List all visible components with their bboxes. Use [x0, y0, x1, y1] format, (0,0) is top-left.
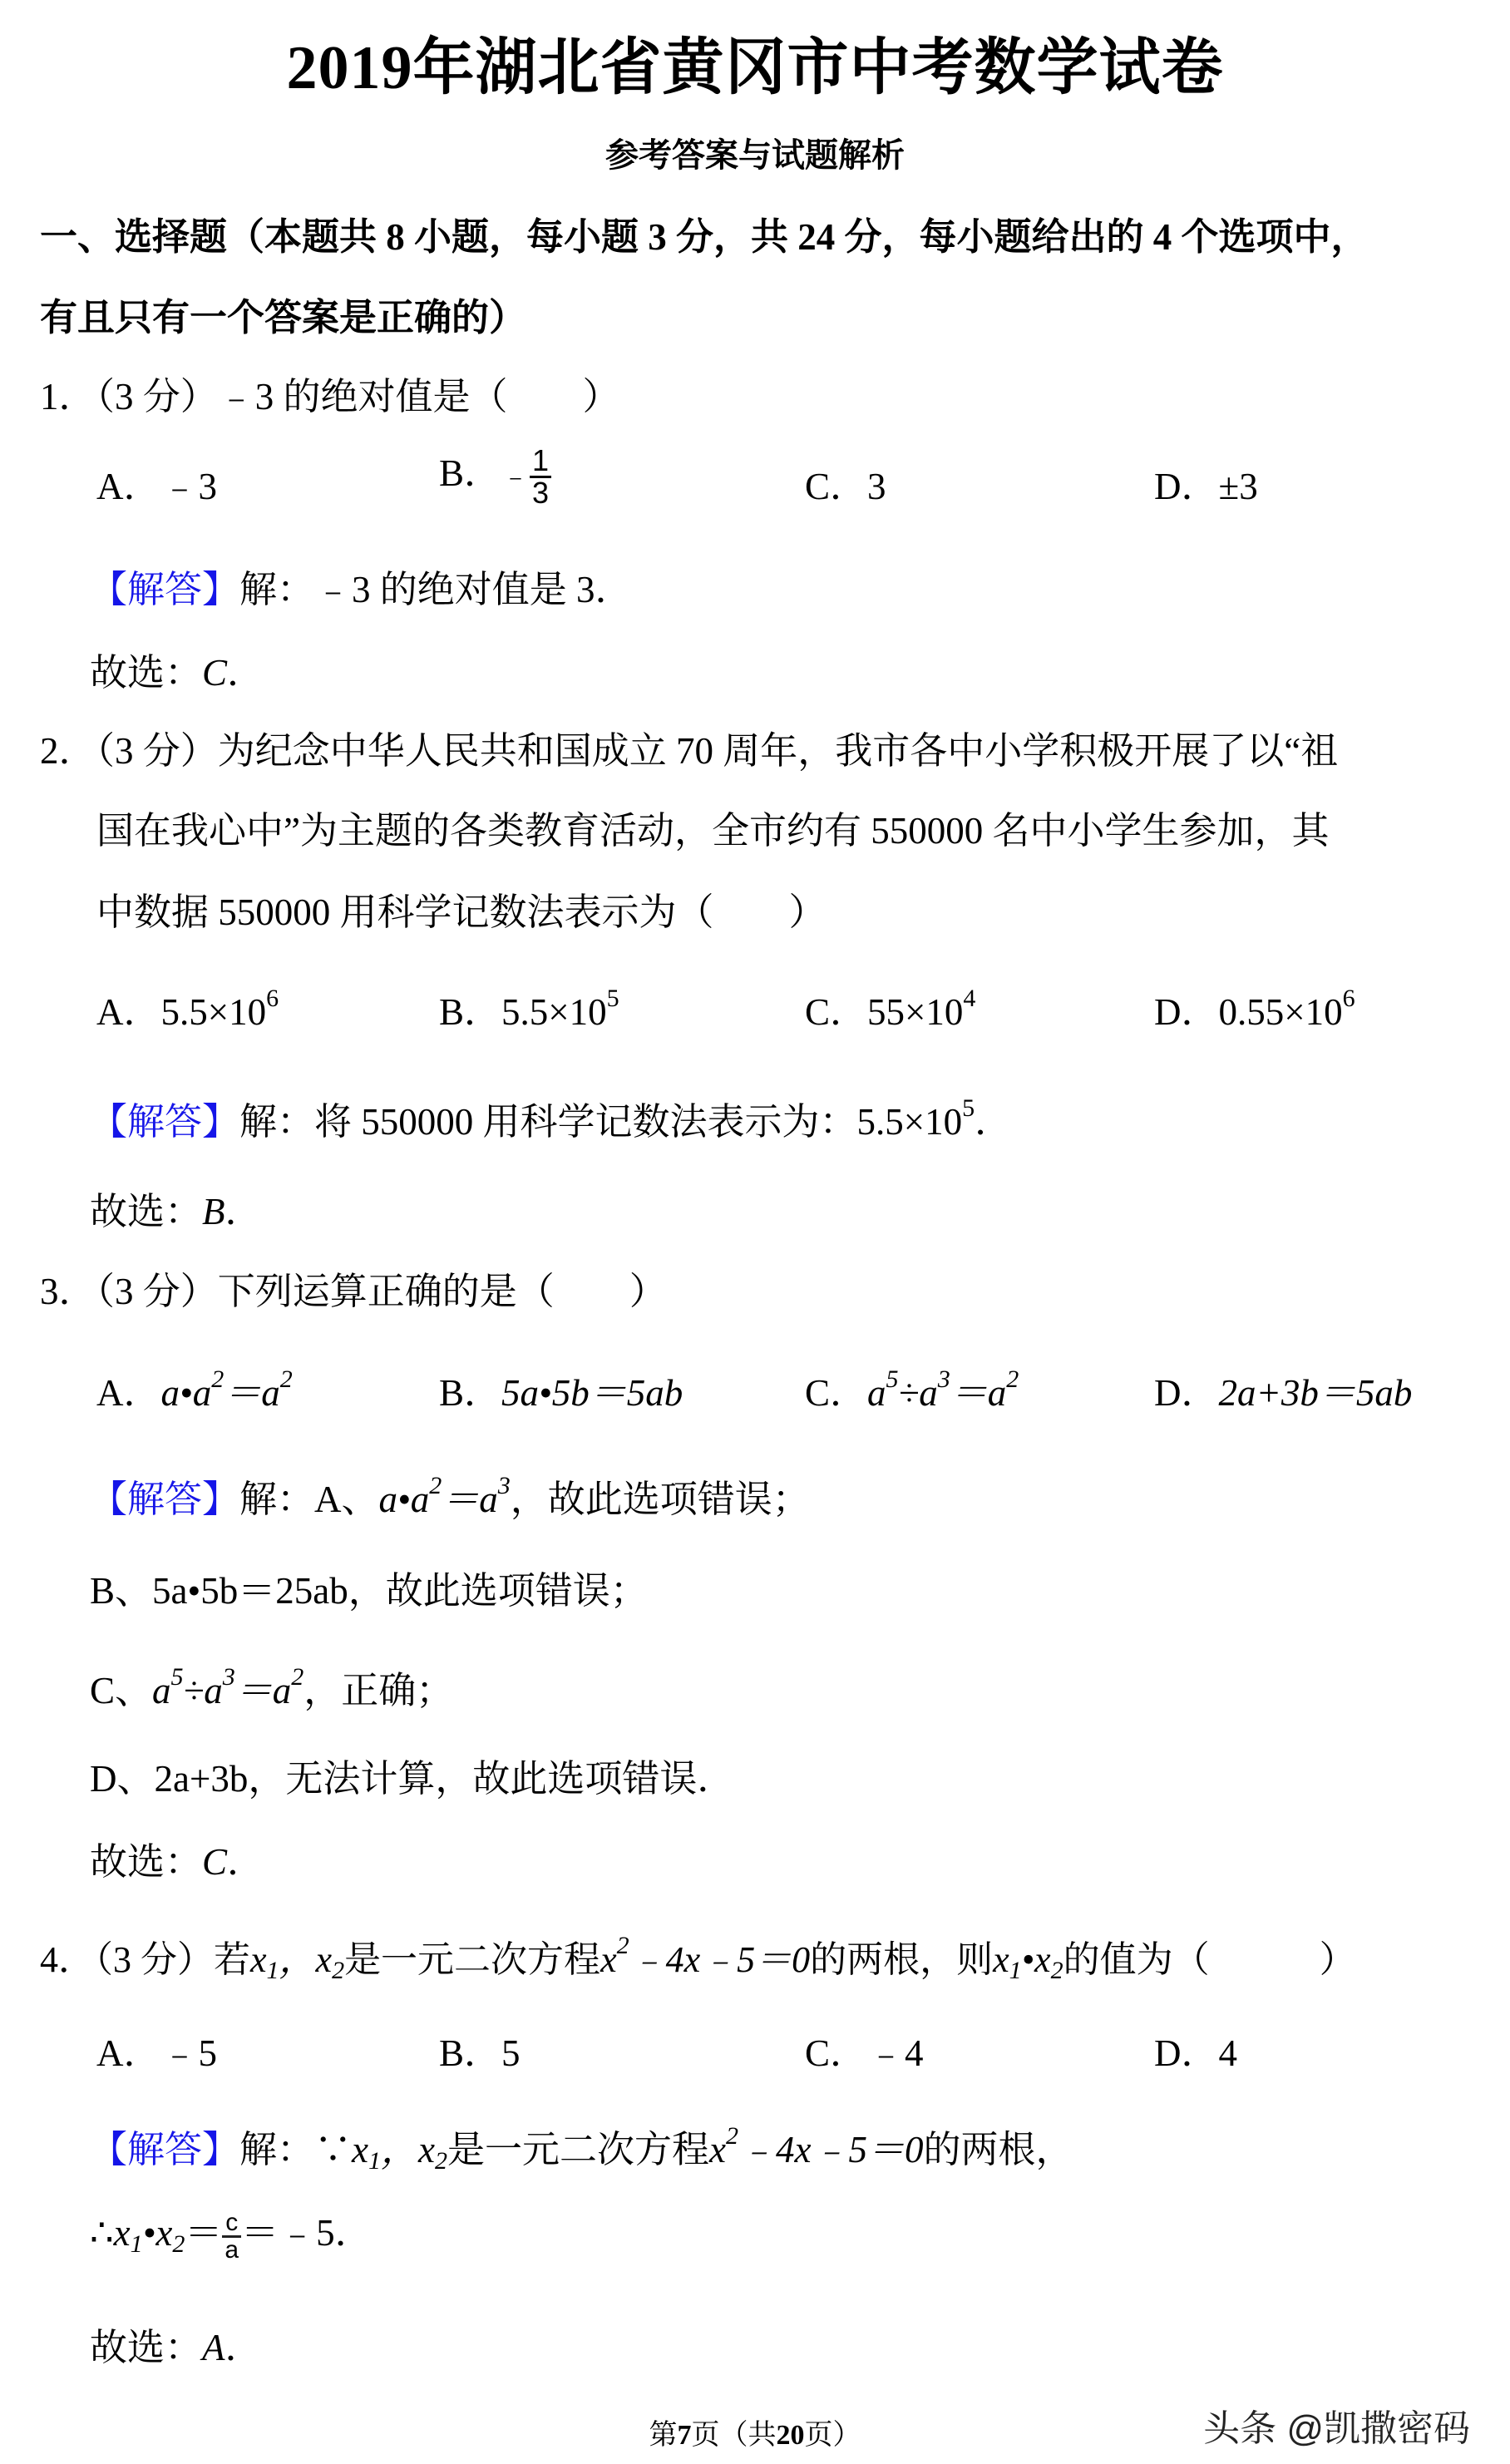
question-stem: 1．（3 分）﹣3 的绝对值是（ ）	[40, 376, 620, 417]
choose-suffix: ．	[225, 2327, 263, 2368]
option-d: D．±3	[1154, 466, 1258, 507]
solution-text: 解：A、	[239, 1479, 379, 1520]
solution	[90, 1091, 1012, 1145]
question-stem-line2: 国在我心中”为主题的各类教育活动，全市约有 550000 名中小学生参加，其	[96, 810, 1330, 852]
choose-prefix: 故选：	[90, 1841, 203, 1883]
solution-text: 的两根，	[923, 2129, 1073, 2170]
option-label: C．	[805, 1372, 868, 1414]
fraction	[222, 2210, 241, 2263]
math-expression: $a•a^2=a^3$	[378, 1472, 511, 1520]
exponent: 4	[963, 985, 976, 1012]
option-a	[96, 981, 279, 1035]
stem-text: 的值为（ ）	[1063, 1939, 1356, 1980]
solution-result: ＝﹣5．	[241, 2212, 373, 2254]
stem-text: 的两根，则	[810, 1939, 994, 1980]
option-label: A．	[96, 1372, 161, 1414]
question-stem: 3．（3 分）下列运算正确的是（ ）	[40, 1271, 667, 1312]
page-suffix: 页）	[804, 2420, 861, 2451]
option-d: D．4	[1154, 2032, 1237, 2074]
solution-text: ，正确；	[303, 1670, 454, 1711]
option-a: A．﹣5	[96, 2032, 217, 2074]
chosen-answer	[90, 2317, 263, 2371]
option-label: B．	[439, 452, 502, 494]
solution-text: 是一元二次方程	[447, 2129, 710, 2170]
option-c: C．﹣4	[805, 2032, 924, 2074]
solution-text: C、	[90, 1670, 153, 1711]
chosen-answer	[90, 1181, 263, 1235]
total-pages: 20	[776, 2420, 805, 2451]
exponent: 5	[962, 1094, 975, 1122]
option-b: B．5	[439, 2032, 521, 2074]
solution-text: 解：∵	[239, 2129, 353, 2170]
exponent: 6	[1342, 985, 1355, 1012]
solution-text: 解：﹣3 的绝对值是 3．	[239, 569, 633, 610]
solution-line-a	[90, 1469, 810, 1523]
choose-letter: A	[202, 2327, 225, 2368]
option-b	[439, 981, 619, 1035]
watermark: 头条 @凯撒密码	[1203, 2408, 1470, 2449]
answer-tag: 【解答】	[90, 1479, 240, 1520]
choose-prefix: 故选：	[90, 1191, 203, 1232]
option-d	[1154, 1362, 1412, 1416]
choose-letter: B	[202, 1191, 225, 1232]
math-expression: 2a+3b＝5ab	[1218, 1372, 1413, 1414]
option-a: A．﹣3	[96, 466, 217, 507]
math-expression: $a•a^2=a^2$	[160, 1365, 293, 1414]
choose-prefix: 故选：	[90, 652, 203, 694]
solution	[90, 2119, 1073, 2173]
option-c: C．3	[805, 466, 886, 507]
equation: $x^2﹣4x﹣5=0$	[600, 1932, 811, 1980]
choose-suffix: ．	[227, 652, 265, 694]
option-c	[805, 981, 975, 1035]
page-subtitle: 参考答案与试题解析	[605, 136, 905, 174]
minus-sign: ﹣	[501, 462, 530, 492]
choose-prefix: 故选：	[90, 2327, 203, 2368]
option-b	[439, 1362, 683, 1416]
page-mid: 页（共	[691, 2420, 777, 2451]
solution-line-d: D、2a+3b，无法计算，故此选项错误．	[90, 1758, 735, 1800]
fraction-denominator: a	[225, 2236, 239, 2264]
option-label: B．	[439, 1372, 502, 1414]
choose-letter: C	[202, 652, 228, 694]
equation: $x^2﹣4x﹣5=0$	[709, 2122, 924, 2170]
option-text: A．5.5×10	[96, 991, 267, 1033]
fraction-denominator: 3	[532, 476, 550, 511]
current-page: 7	[677, 2420, 692, 2451]
chosen-answer	[90, 642, 264, 696]
answer-tag: 【解答】	[90, 569, 240, 610]
solution	[90, 559, 633, 613]
exponent: 6	[266, 985, 279, 1012]
solution-line-b: B、5a•5b＝25ab，故此选项错误；	[90, 1570, 648, 1612]
solution-text: 解：将 550000 用科学记数法表示为：5.5×10	[239, 1101, 963, 1143]
equals-sign: ＝	[185, 2212, 223, 2254]
fraction-numerator: 1	[530, 446, 551, 478]
math-expression: 5a•5b＝5ab	[501, 1372, 683, 1414]
answer-tag: 【解答】	[90, 2129, 240, 2170]
solution-conclusion	[90, 2202, 373, 2263]
solution-line-c	[90, 1660, 453, 1714]
page-title: 2019年湖北省黄冈市中考数学试卷	[286, 34, 1224, 102]
page-prefix: 第	[649, 2420, 678, 2451]
option-b	[439, 442, 551, 511]
fraction	[530, 443, 551, 511]
option-text: C．55×10	[805, 991, 964, 1033]
solution-end: ．	[975, 1101, 1013, 1143]
option-c	[805, 1362, 1019, 1416]
therefore-symbol: ∴	[90, 2212, 114, 2254]
section-heading-line2: 有且只有一个答案是正确的）	[40, 297, 527, 338]
question-stem-line1: 2．（3 分）为纪念中华人民共和国成立 70 周年，我市各中小学积极开展了以“祖	[40, 730, 1339, 772]
math-expression: $x_1•x_2$	[113, 2212, 185, 2258]
question-stem	[40, 1929, 1356, 1983]
option-text: B．5.5×10	[439, 991, 607, 1033]
choose-letter: C	[202, 1841, 228, 1883]
question-stem-line3: 中数据 550000 用科学记数法表示为（ ）	[96, 891, 827, 933]
option-d	[1154, 981, 1355, 1035]
choose-suffix: ．	[225, 1191, 263, 1232]
math-expression: $x_1•x_2$	[993, 1939, 1063, 1984]
option-a	[96, 1362, 293, 1416]
math-expression: $a^5\div a^3=a^2$	[867, 1365, 1019, 1414]
option-label: D．	[1154, 1372, 1219, 1414]
section-heading-line1: 一、选择题（本题共 8 小题，每小题 3 分，共 24 分，每小题给出的 4 个选项中，	[40, 216, 1369, 258]
stem-text: 4．（3 分）若	[40, 1939, 250, 1980]
stem-text: 是一元二次方程	[344, 1939, 601, 1980]
math-expression: $a^5\div a^3=a^2$	[152, 1663, 304, 1711]
chosen-answer	[90, 1831, 264, 1885]
choose-suffix: ．	[227, 1841, 265, 1883]
math-expression: $x_1$，$x_2$	[352, 2129, 447, 2175]
math-expression: $x_1$，$x_2$	[250, 1939, 345, 1984]
exponent: 5	[606, 985, 619, 1012]
fraction-numerator: c	[222, 2210, 241, 2238]
option-text: D．0.55×10	[1154, 991, 1343, 1033]
solution-text: ，故此选项错误；	[510, 1479, 810, 1520]
answer-tag: 【解答】	[90, 1101, 240, 1143]
